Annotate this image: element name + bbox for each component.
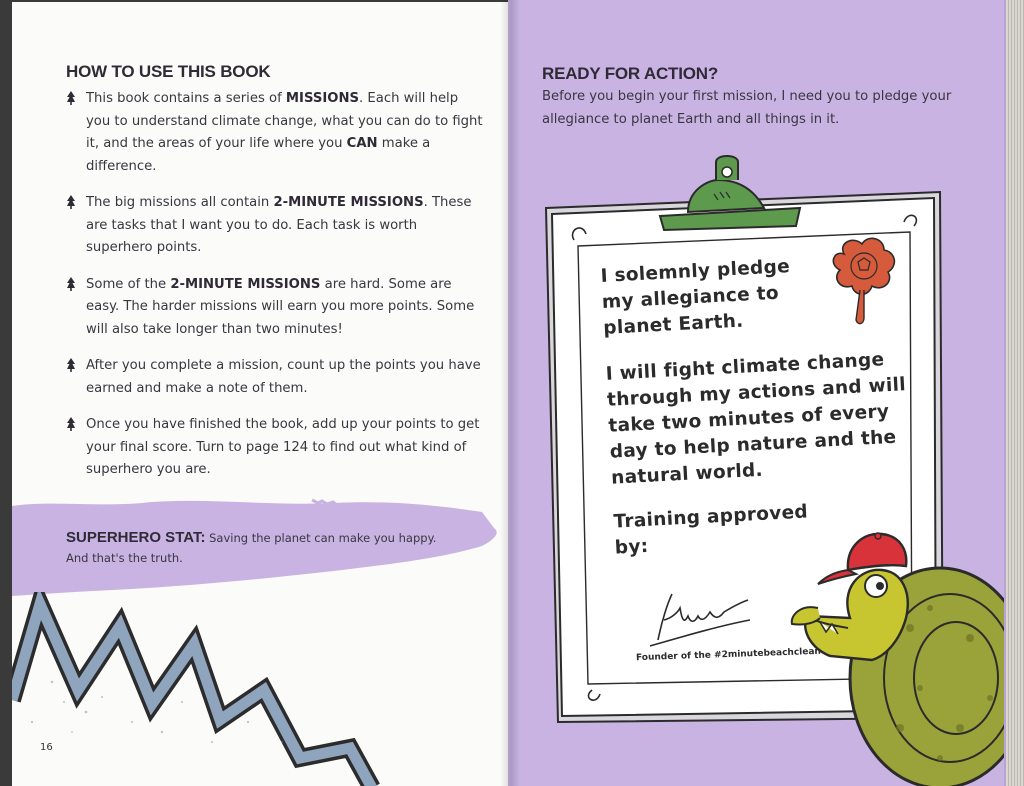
bullet-text: make a difference. (86, 136, 431, 174)
zigzag-burst-graphic (12, 592, 432, 786)
pledge-line: planet Earth. (602, 310, 744, 339)
arrow-bullet-icon (66, 417, 76, 431)
bullet-text: After you complete a mission, count up the points you have earned and make a note of them. (86, 358, 481, 396)
arrow-bullet-icon (66, 195, 76, 209)
arrow-bullet-icon (66, 358, 76, 372)
pledge-line: my allegiance to (601, 282, 780, 313)
bullet-bold: 2-MINUTE MISSIONS (273, 195, 424, 210)
approved-by: by: (614, 535, 650, 559)
instructions-list (66, 88, 486, 496)
intro-text: Before you begin your first mission, I need you to pledge your allegiance to planet Earth and all things in it. (542, 89, 952, 127)
approved-line: Training approved (612, 501, 809, 533)
stat-label: SUPERHERO STAT: (66, 529, 206, 546)
pledge-block (600, 248, 914, 561)
pledge-line: through my actions and will (606, 374, 907, 411)
superhero-stat (66, 528, 446, 568)
pledge-line: natural world. (610, 459, 764, 489)
list-item (66, 192, 486, 260)
stat-text: Saving the planet can make you happy. And that's the truth. (66, 531, 437, 565)
right-page (508, 0, 1008, 786)
bullet-bold: MISSIONS (285, 91, 360, 106)
pledge-line: I solemnly pledge (600, 256, 791, 287)
bullet-text: Some of the (86, 276, 171, 292)
bullet-text: This book contains a series of (86, 91, 286, 106)
bullet-text: The big missions all contain (86, 195, 274, 210)
bullet-text: Once you have finished the book, add up your points to get your final score. Turn to page 124 to find out what kind of superhero you are. (86, 417, 480, 477)
list-item (66, 355, 486, 400)
bullet-text: are hard. Some are easy. The harder missions will earn you more points. Some will also take longer than two minutes! (86, 276, 475, 337)
arrow-bullet-icon (66, 91, 76, 105)
how-to-heading: HOW TO USE THIS BOOK (66, 62, 271, 81)
bullet-bold: CAN (346, 136, 378, 151)
page-number: 16 (40, 742, 53, 753)
bullet-text: . Each will help you to understand climate change, what you can do to fight it, and the areas of your life where you (86, 91, 483, 151)
founder-caption: Founder of the #2minutebeachclean (635, 646, 822, 664)
list-item (66, 274, 486, 342)
list-item (66, 414, 486, 482)
left-page (12, 2, 508, 786)
arrow-bullet-icon (66, 277, 76, 291)
book-page-edges (1006, 0, 1024, 786)
pledge-line: take two minutes of every (607, 401, 890, 437)
pledge-line: I will fight climate change (605, 349, 885, 385)
bullet-bold: 2-MINUTE MISSIONS (170, 276, 321, 292)
turtle-illustration (790, 528, 1008, 786)
pledge-line: day to help nature and the (609, 426, 897, 463)
ready-heading: READY FOR ACTION? (542, 64, 719, 83)
list-item (66, 88, 486, 178)
bullet-text: . These are tasks that I want you to do. Each task is worth superhero points. (86, 195, 472, 255)
